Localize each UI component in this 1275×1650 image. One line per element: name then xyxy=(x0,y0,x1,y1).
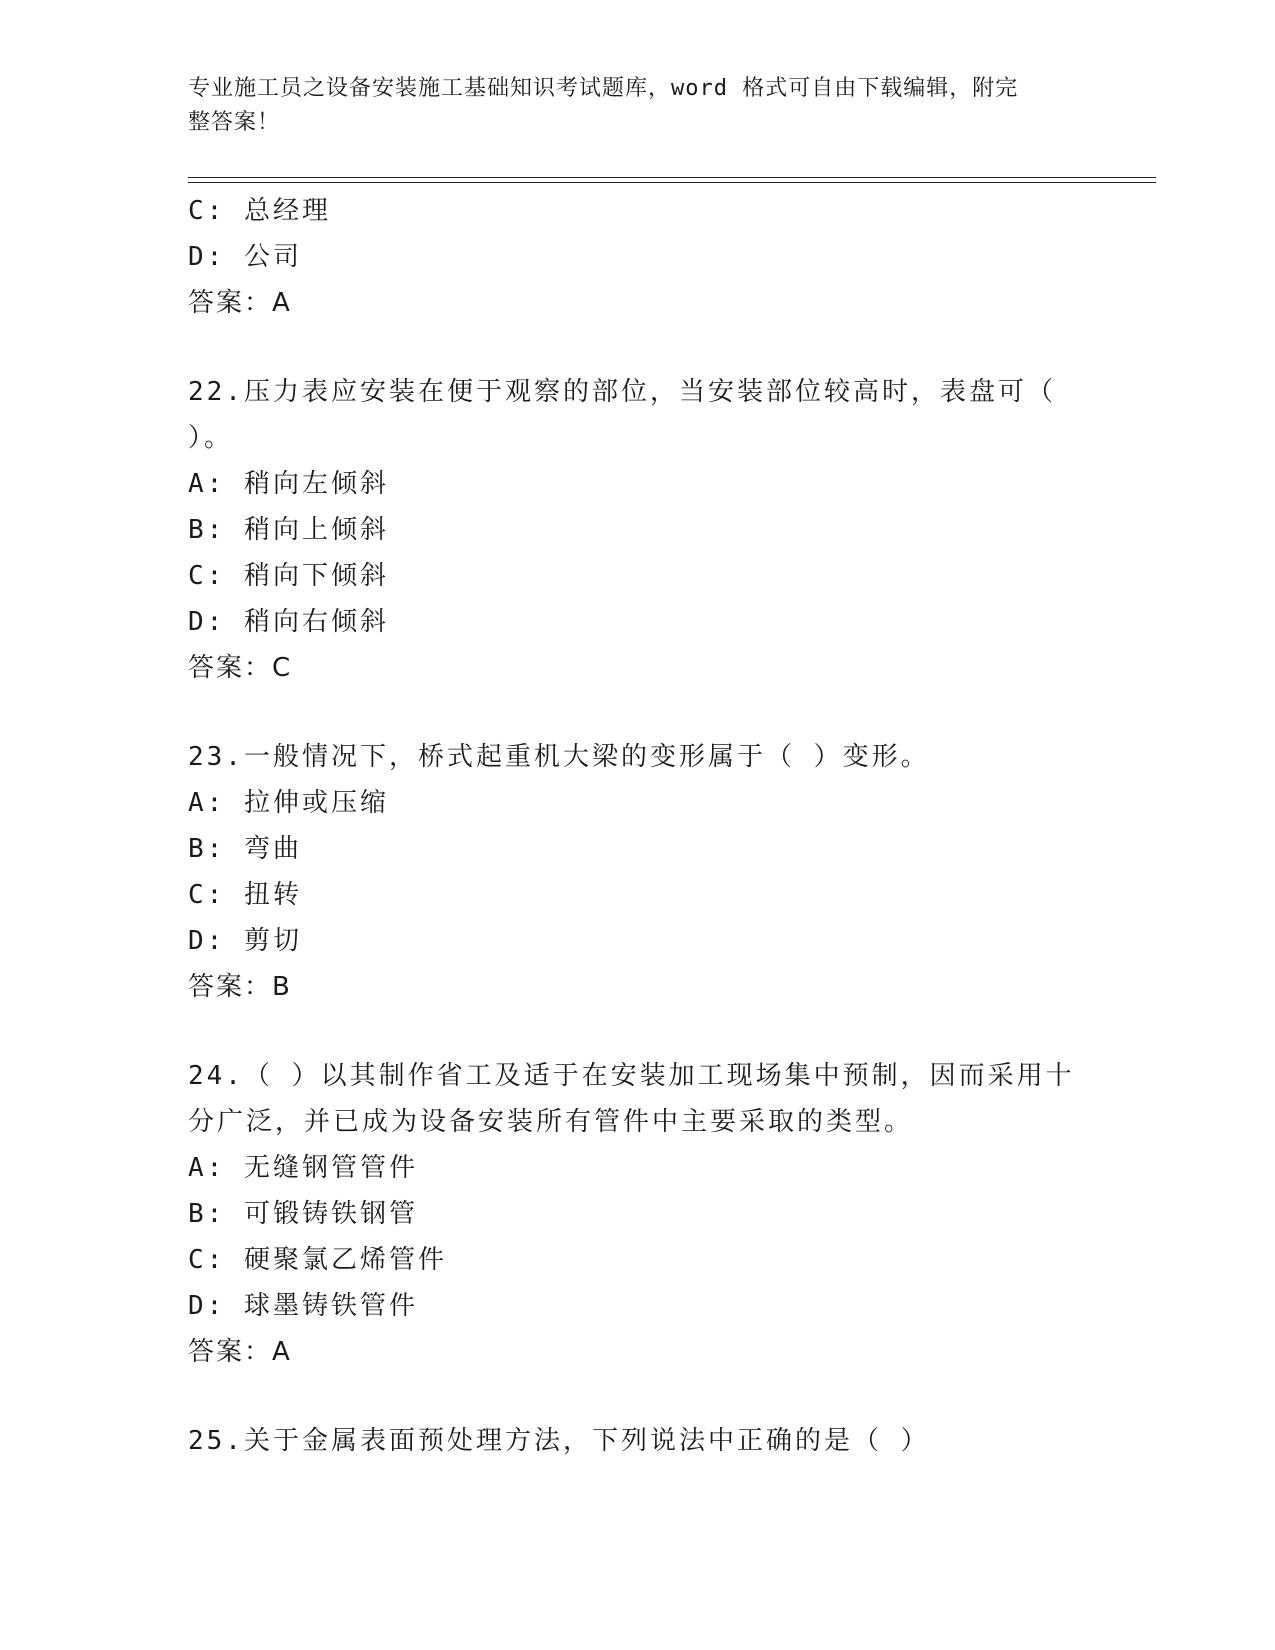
option-b: B: 可锻铸铁钢管 xyxy=(188,1199,418,1229)
option-c: C: 硬聚氯乙烯管件 xyxy=(188,1245,447,1275)
option-c: C: 总经理 xyxy=(188,196,331,226)
header-line-2: 整答案！ xyxy=(188,110,281,135)
header-line-1: 专业施工员之设备安装施工基础知识考试题库，word 格式可自由下载编辑，附完 xyxy=(188,76,1019,101)
question-stem-line: 22.压力表应安装在便于观察的部位，当安装部位较高时，表盘可（ xyxy=(188,377,1056,407)
header-divider xyxy=(188,177,1156,183)
answer-line: 答案：B xyxy=(188,972,292,1002)
question-stem-line: 25.关于金属表面预处理方法，下列说法中正确的是（ ） xyxy=(188,1426,930,1456)
question-stem-line: 23.一般情况下，桥式起重机大梁的变形属于（ ）变形。 xyxy=(188,742,930,772)
option-b: B: 弯曲 xyxy=(188,834,302,864)
option-d: D: 公司 xyxy=(188,242,302,272)
answer-line: 答案：A xyxy=(188,1337,292,1367)
question-list xyxy=(188,188,1078,1464)
question-stem-line: ）。 xyxy=(188,423,234,453)
option-d: D: 剪切 xyxy=(188,926,302,956)
question-23 xyxy=(188,734,1078,1010)
question-25 xyxy=(188,1418,1078,1464)
question-stem-line: 24.（ ）以其制作省工及适于在安装加工现场集中预制，因而采用十 xyxy=(188,1061,1075,1091)
document-header xyxy=(188,72,1068,140)
answer-line: 答案：A xyxy=(188,288,292,318)
option-c: C: 稍向下倾斜 xyxy=(188,561,389,591)
option-d: D: 球墨铸铁管件 xyxy=(188,1291,418,1321)
question-stem-line: 分广泛，并已成为设备安装所有管件中主要采取的类型。 xyxy=(188,1107,914,1137)
option-c: C: 扭转 xyxy=(188,880,302,910)
option-a: A: 无缝钢管管件 xyxy=(188,1153,418,1183)
option-a: A: 拉伸或压缩 xyxy=(188,788,389,818)
question-22 xyxy=(188,369,1078,691)
question-21-tail xyxy=(188,188,1078,326)
option-d: D: 稍向右倾斜 xyxy=(188,607,389,637)
option-b: B: 稍向上倾斜 xyxy=(188,515,389,545)
question-24 xyxy=(188,1053,1078,1375)
option-a: A: 稍向左倾斜 xyxy=(188,469,389,499)
answer-line: 答案：C xyxy=(188,653,293,683)
